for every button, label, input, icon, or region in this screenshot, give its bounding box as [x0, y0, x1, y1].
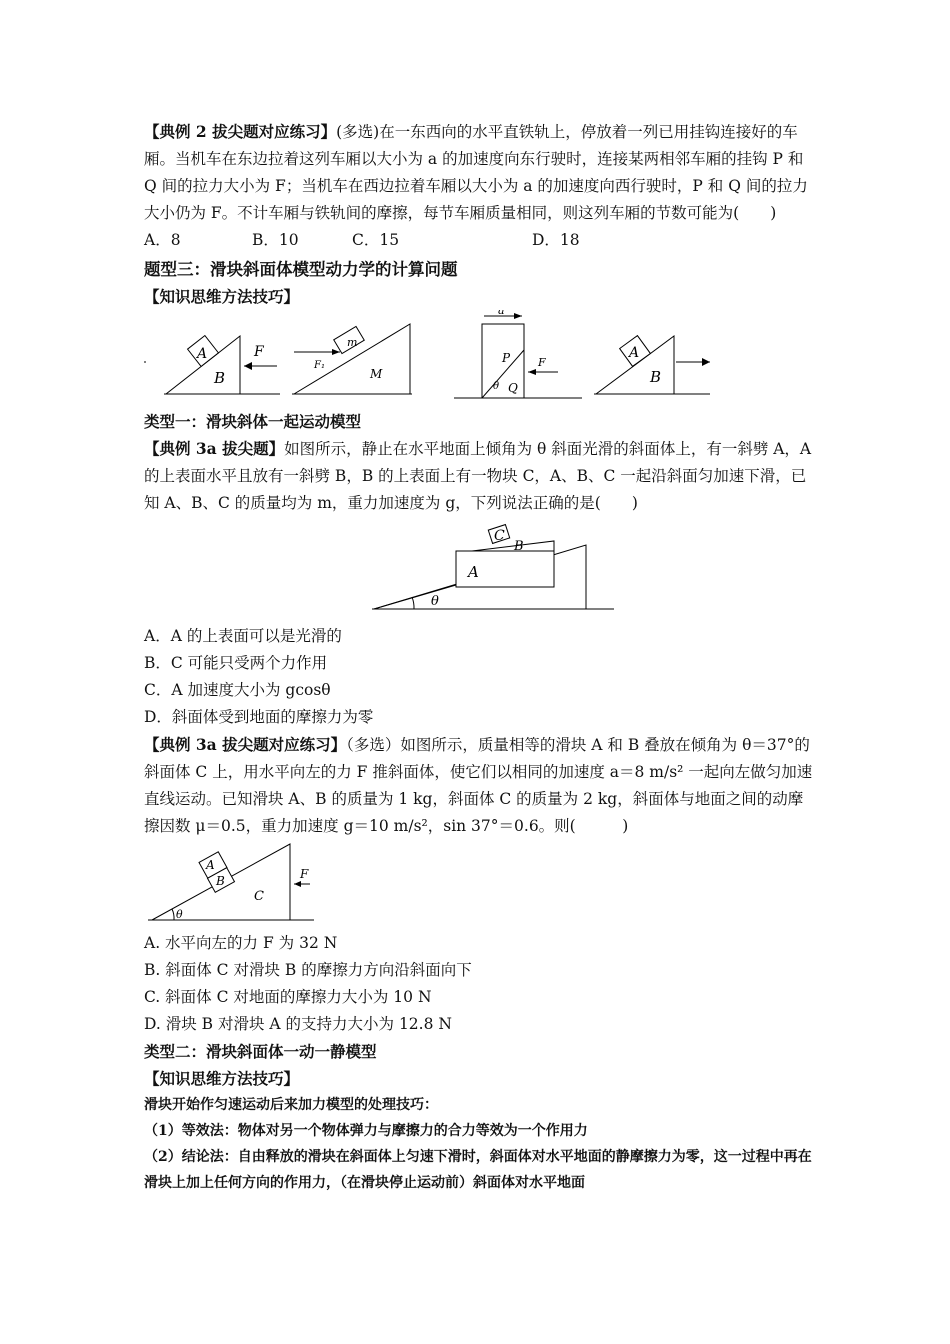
type-2-intro: 滑块开始作匀速运动后来加力模型的处理技巧：	[144, 1097, 438, 1113]
example-3a-paragraph	[144, 435, 814, 517]
label-theta-3: θ	[176, 908, 183, 921]
label-c-2: C	[254, 889, 264, 904]
option-b: B. 斜面体 C 对滑块 B 的摩擦力方向沿斜面向下	[144, 961, 472, 979]
label-m: m	[347, 336, 358, 349]
example-2-options	[144, 227, 814, 254]
option-a: A．8	[144, 231, 181, 249]
label-f-2: F	[538, 356, 546, 369]
label-c: C	[494, 528, 505, 544]
type-2-title: 类型二：滑块斜面体一动一静模型	[144, 1042, 377, 1061]
example-3a-text: 如图所示，静止在水平地面上倾角为 θ 斜面光滑的斜面体上，有一斜劈 A，A 的上表面水平且放有一斜劈 B，B 的上表面上有一物块 C，A、B、C 一起沿斜面匀加速下滑，已知 A、B、C 的质量均为 m，重力加速度为 g，下列说法正确的是( )	[144, 440, 812, 512]
example-3b-text: （多选）如图所示，质量相等的滑块 A 和 B 叠放在倾角为 θ＝37°的斜面体 C 上，用水平向左的力 F 推斜面体，使它们以相同的加速度 a＝8 m/s² 一起向左做匀加速直线运动。已知滑块 A、B 的质量为 1 kg，斜面体 C 的质量为 2 kg，斜面体与地面之间的动摩擦因数 μ＝0.5，重力加速度 g＝10 m/s²，sin 37°＝0.6。则( )	[144, 736, 813, 835]
label-b: B	[214, 369, 226, 387]
diagram-2	[292, 324, 412, 394]
type-2-point-1: （1）等效法：物体对另一个物体弹力与摩擦力的合力等效为一个作用力	[144, 1123, 588, 1139]
option-a: A. 水平向左的力 F 为 32 N	[144, 934, 338, 952]
example-3b-options	[144, 930, 814, 1038]
option-c: C．15	[352, 231, 400, 249]
option-c: C. 斜面体 C 对地面的摩擦力大小为 10 N	[144, 988, 432, 1006]
label-a-3: A	[468, 563, 479, 581]
label-a-4: A	[206, 858, 215, 872]
example-2-text: (多选)在一东西向的水平直铁轨上，停放着一列已用挂钩连接好的车厢。当机车在东边拉着这列车厢以大小为 a 的加速度向东行驶时，连接某两相邻车厢的挂钩 P 和 Q 间的拉力大小为 F；当机车在西边拉着车厢以大小为 a 的加速度向西行驶时，P 和 Q 间的拉力大小仍为 F。不计车厢与铁轨间的摩擦，每节车厢质量相同，则这列车厢的节数可能为( )	[144, 123, 808, 222]
label-theta: θ	[493, 381, 500, 392]
wedge-push-figure	[144, 840, 814, 926]
label-b-2: B	[650, 368, 662, 386]
label-f: F	[254, 344, 264, 360]
option-d: D．18	[532, 231, 580, 249]
section-3-title: 题型三：滑块斜面体模型动力学的计算问题	[144, 260, 458, 279]
example-3a-options	[144, 623, 814, 731]
diagram-3	[454, 310, 582, 398]
option-c: C．A 加速度大小为 gcosθ	[144, 681, 331, 699]
label-b-3: B	[514, 539, 524, 554]
option-b: B．C 可能只受两个力作用	[144, 654, 328, 672]
label-a: A	[197, 346, 208, 362]
label-a-2: A	[629, 345, 640, 361]
example-3a-heading: 【典例 3a 拔尖题】	[144, 439, 285, 458]
example-3b-heading: 【典例 3a 拔尖题对应练习】	[144, 735, 347, 754]
example-3b-paragraph	[144, 731, 814, 840]
type-2-point-2: （2）结论法：自由释放的滑块在斜面体上匀速下滑时，斜面体对水平地面的静摩擦力为零，这一过程中再在滑块上加上任何方向的作用力，（在滑块停止运动前）斜面体对水平地面	[144, 1149, 812, 1191]
label-f1: F₁	[314, 360, 325, 371]
label-big-m: M	[370, 367, 383, 381]
type-1-title: 类型一：滑块斜体一起运动模型	[144, 412, 362, 431]
option-d: D. 滑块 B 对滑块 A 的支持力大小为 12.8 N	[144, 1015, 452, 1033]
label-q: Q	[508, 381, 518, 395]
option-d: D．斜面体受到地面的摩擦力为零	[144, 708, 374, 726]
label-f-3: F	[300, 867, 309, 881]
option-a: A．A 的上表面可以是光滑的	[144, 627, 342, 645]
diagram-4	[594, 336, 710, 394]
label-p: P	[502, 351, 511, 365]
stacked-wedges-figure	[144, 517, 814, 615]
label-a-accel: a	[498, 310, 505, 317]
type-2-tips: 【知识思维方法技巧】	[144, 1069, 300, 1088]
document-page	[144, 118, 814, 1196]
label-theta-2: θ	[431, 594, 439, 609]
option-b: B．10	[252, 231, 299, 249]
section-3-tips: 【知识思维方法技巧】	[144, 287, 300, 306]
example-2-paragraph	[144, 118, 814, 227]
diagram-1	[144, 336, 280, 394]
example-2-heading: 【典例 2 拔尖题对应练习】	[144, 122, 337, 141]
label-b-4: B	[216, 874, 225, 888]
incline-models-figure	[144, 310, 814, 406]
